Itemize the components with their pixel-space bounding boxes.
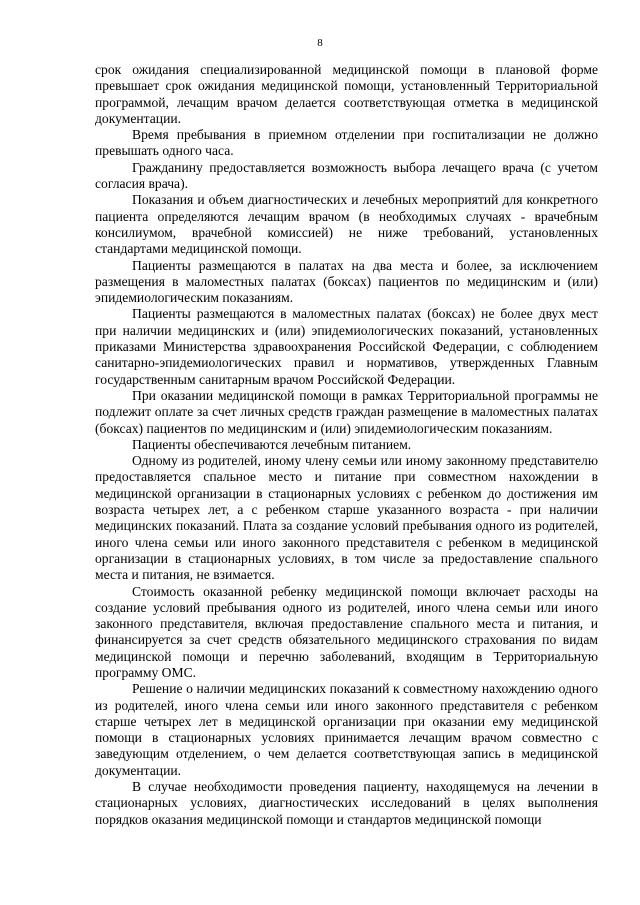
page-number: 8 — [317, 37, 323, 49]
paragraph: Показания и объем диагностических и лечебных мероприятий для конкретного пациента определяются лечащим врачом (в необходимых случаях - врачебным консилиумом, врачебной комиссией) не ниже требований, установленных стандартами медицинской помощи. — [95, 192, 598, 257]
paragraph: Пациенты обеспечиваются лечебным питанием. — [132, 436, 412, 452]
paragraph: Стоимость оказанной ребенку медицинской помощи включает расходы на создание условий пребывания одного из родителей, иного члена семьи или иного законного представителя, включая предоставление спального места и питания, и финансируется за счет средств обязательного медицинского страхования по видам медицинской помощи и перечню заболеваний, входящим в Территориальную программу ОМС. — [95, 583, 598, 680]
paragraph: Решение о наличии медицинских показаний к совместному нахождению одного из родителей, иного члена семьи или иного законного представителя с ребенком старше четырех лет в медицинской организации при оказании ему медицинской помощи в стационарных условиях принимается лечащим врачом совместно с заведующим отделением, о чем делается соответствующая запись в медицинской документации. — [95, 681, 598, 778]
paragraph: Пациенты размещаются в палатах на два места и более, за исключением размещения в маломестных палатах (боксах) пациентов по медицинским и (или) эпидемиологическим показаниям. — [95, 257, 598, 306]
paragraph: срок ожидания специализированной медицинской помощи в плановой форме превышает срок ожидания медицинской помощи, установленный Территориальной программой, лечащим врачом делается соответствующая отметка в медицинской документации. — [95, 62, 598, 126]
paragraph: Гражданину предоставляется возможность выбора лечащего врача (с учетом согласия врача). — [95, 159, 598, 192]
paragraph: При оказании медицинской помощи в рамках Территориальной программы не подлежит оплате за счет личных средств граждан размещение в маломестных палатах (боксах) пациентов по медицинским и (или) эпидемиологическим показаниям. — [95, 387, 598, 436]
document-body — [95, 62, 598, 828]
paragraph: В случае необходимости проведения пациенту, находящемуся на лечении в стационарных условиях, диагностических исследований в целях выполнения порядков оказания медицинской помощи и стандартов медицинской помощи — [95, 779, 598, 827]
paragraph: Пациенты размещаются в маломестных палатах (боксах) не более двух мест при наличии медицинских и (или) эпидемиологических показаний, установленных приказами Министерства здравоохранения Российской Федерации, с соблюдением санитарно-эпидемиологических правил и нормативов, утвержденных Главным государственным санитарным врачом Российской Федерации. — [95, 306, 598, 387]
paragraph: Одному из родителей, иному члену семьи или иному законному представителю предоставляется спальное место и питание при совместном нахождении в медицинской организации в стационарных условиях с ребенком до достижения им возраста четырех лет, а с ребенком старше указанного возраста - при наличии медицинских показаний. Плата за создание условий пребывания одного из родителей, иного члена семьи или иного законного представителя с ребенком в медицинской организации в стационарных условиях, в том числе за предоставление спального места и питания, не взимается. — [95, 453, 598, 583]
paragraph: Время пребывания в приемном отделении при госпитализации не должно превышать одного часа. — [95, 127, 598, 159]
